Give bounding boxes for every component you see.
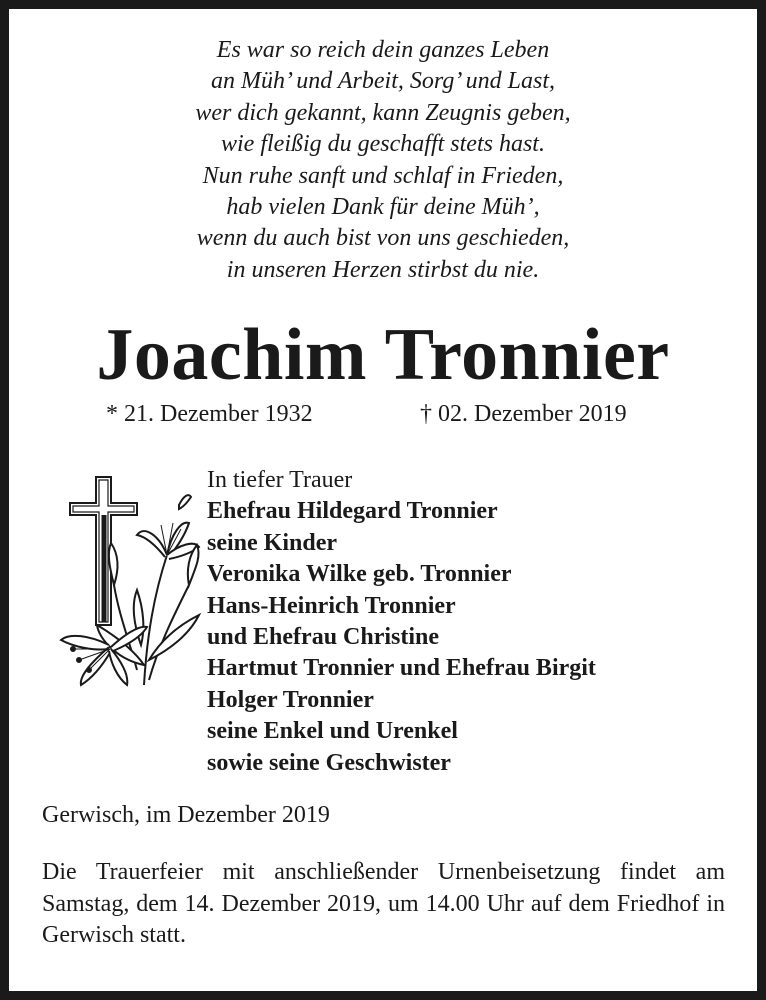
mourner-line: seine Kinder	[207, 529, 337, 556]
cross-with-lily-icon	[49, 465, 209, 695]
mourner-line: Veronika Wilke geb. Tronnier	[207, 561, 512, 588]
mourning-intro: In tiefer Trauer	[207, 467, 353, 493]
poem-line: in unseren Herzen stirbst du nie.	[226, 256, 540, 283]
birth-date: * 21. Dezember 1932	[106, 401, 313, 427]
mourner-line: sowie seine Geschwister	[207, 749, 451, 776]
poem-line: Nun ruhe sanft und schlaf in Frieden,	[202, 162, 564, 189]
mourner-line: und Ehefrau Christine	[207, 624, 440, 651]
poem-line: Es war so reich dein ganzes Leben	[216, 37, 550, 63]
mourner-line: Hans-Heinrich Tronnier	[207, 592, 456, 619]
death-date: † 02. Dezember 2019	[420, 401, 627, 427]
deceased-name: Joachim Tronnier	[96, 314, 670, 396]
mourner-line: Hartmut Tronnier und Ehefrau Birgit	[207, 655, 596, 682]
mourner-line: Holger Tronnier	[207, 686, 374, 713]
poem-line: hab vielen Dank für deine Müh’,	[226, 194, 540, 221]
poem-line: an Müh’ und Arbeit, Sorg’ und Last,	[210, 68, 555, 95]
obituary-card	[9, 9, 757, 991]
mourners-list	[207, 465, 596, 779]
poem	[9, 35, 757, 286]
poem-line: wenn du auch bist von uns geschieden,	[196, 225, 570, 252]
mourner-line: Ehefrau Hildegard Tronnier	[207, 498, 498, 525]
poem-line: wer dich gekannt, kann Zeugnis geben,	[195, 99, 571, 126]
funeral-notice: Die Trauerfeier mit anschließender Urnenbeisetzung findet am Samstag, dem 14. Dezember 2019, um 14.00 Uhr auf dem Friedhof in Gerwisch statt.	[42, 859, 725, 948]
place-date: Gerwisch, im Dezember 2019	[42, 802, 330, 828]
poem-line: wie fleißig du geschafft stets hast.	[221, 131, 545, 158]
mourner-line: seine Enkel und Urenkel	[207, 718, 458, 745]
